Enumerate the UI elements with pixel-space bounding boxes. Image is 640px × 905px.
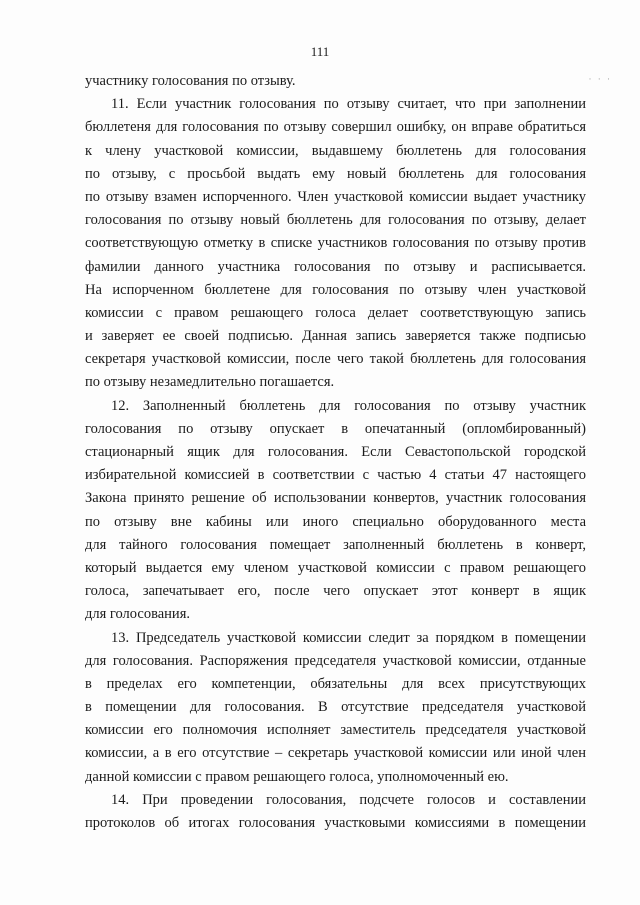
page-number: 111	[310, 44, 330, 59]
document-body	[85, 70, 586, 835]
text-line: соответствующую отметку в списке участников голосования по отзыву против	[85, 235, 586, 252]
text-line: 14. При проведении голосования, подсчете голосов и составлении	[111, 791, 586, 808]
text-line: 12. Заполненный бюллетень для голосования по отзыву участник	[111, 397, 586, 414]
text-line: в помещении для голосования. В отсутствие председателя участковой	[85, 699, 586, 716]
text-line: фамилии данного участника голосования по отзыву и расписывается.	[85, 258, 586, 275]
text-line: голоса, запечатывает его, после чего опускает этот конверт в ящик	[85, 583, 586, 600]
text-line: по отзыву незамедлительно погашается.	[85, 374, 335, 391]
text-line: комиссии, а в его отсутствие – секретарь участковой комиссии или иной член	[85, 745, 586, 762]
text-line: и заверяет ее своей подписью. Данная запись заверяется также подписью	[85, 328, 586, 345]
text-line: который выдается ему членом участковой комиссии с правом решающего	[85, 559, 586, 576]
text-line: для голосования. Распоряжения председателя участковой комиссии, отданные	[85, 652, 586, 669]
text-line: для тайного голосования помещает заполненный бюллетень в конверт,	[85, 536, 586, 553]
text-line: 13. Председатель участковой комиссии следит за порядком в помещении	[111, 629, 586, 646]
text-line: стационарный ящик для голосования. Если Севастопольской городской	[85, 444, 586, 460]
text-line: в пределах его компетенции, обязательны для всех присутствующих	[85, 675, 586, 692]
text-line: 11. Если участник голосования по отзыву считает, что при заполнении	[111, 96, 586, 113]
text-line: для голосования.	[85, 606, 190, 623]
text-line: по отзыву вне кабины или иного специально оборудованного места	[85, 513, 586, 530]
scan-artifact: · · ·	[588, 74, 612, 84]
text-line: комиссии его полномочия исполняет заместитель председателя участковой	[85, 722, 586, 739]
text-line: участнику голосования по отзыву.	[85, 73, 296, 89]
text-line: данной комиссии с правом решающего голоса, уполномоченный ею.	[85, 768, 509, 785]
text-line: к члену участковой комиссии, выдавшему бюллетень для голосования	[85, 142, 586, 159]
text-line: секретаря участковой комиссии, после чего такой бюллетень для голосования	[85, 351, 586, 368]
text-line: комиссии с правом решающего голоса делает соответствующую запись	[85, 304, 586, 321]
text-line: На испорченном бюллетене для голосования по отзыву член участковой	[85, 281, 586, 298]
text-line: голосования по отзыву опускает в опечатанный (опломбированный)	[85, 420, 586, 437]
text-line: по отзыву, с просьбой выдать ему новый бюллетень для голосования	[85, 165, 586, 182]
text-line: протоколов об итогах голосования участковыми комиссиями в помещении	[85, 815, 586, 831]
text-line: Закона принято решение об использовании конвертов, участник голосования	[85, 490, 586, 507]
text-line: избирательной комиссией в соответствии с частью 4 статьи 47 настоящего	[85, 467, 586, 484]
text-line: бюллетеня для голосования по отзыву совершил ошибку, он вправе обратиться	[85, 119, 586, 136]
text-line: голосования по отзыву новый бюллетень для голосования по отзыву, делает	[85, 212, 586, 229]
text-line: по отзыву взамен испорченного. Член участковой комиссии выдает участнику	[85, 188, 586, 205]
